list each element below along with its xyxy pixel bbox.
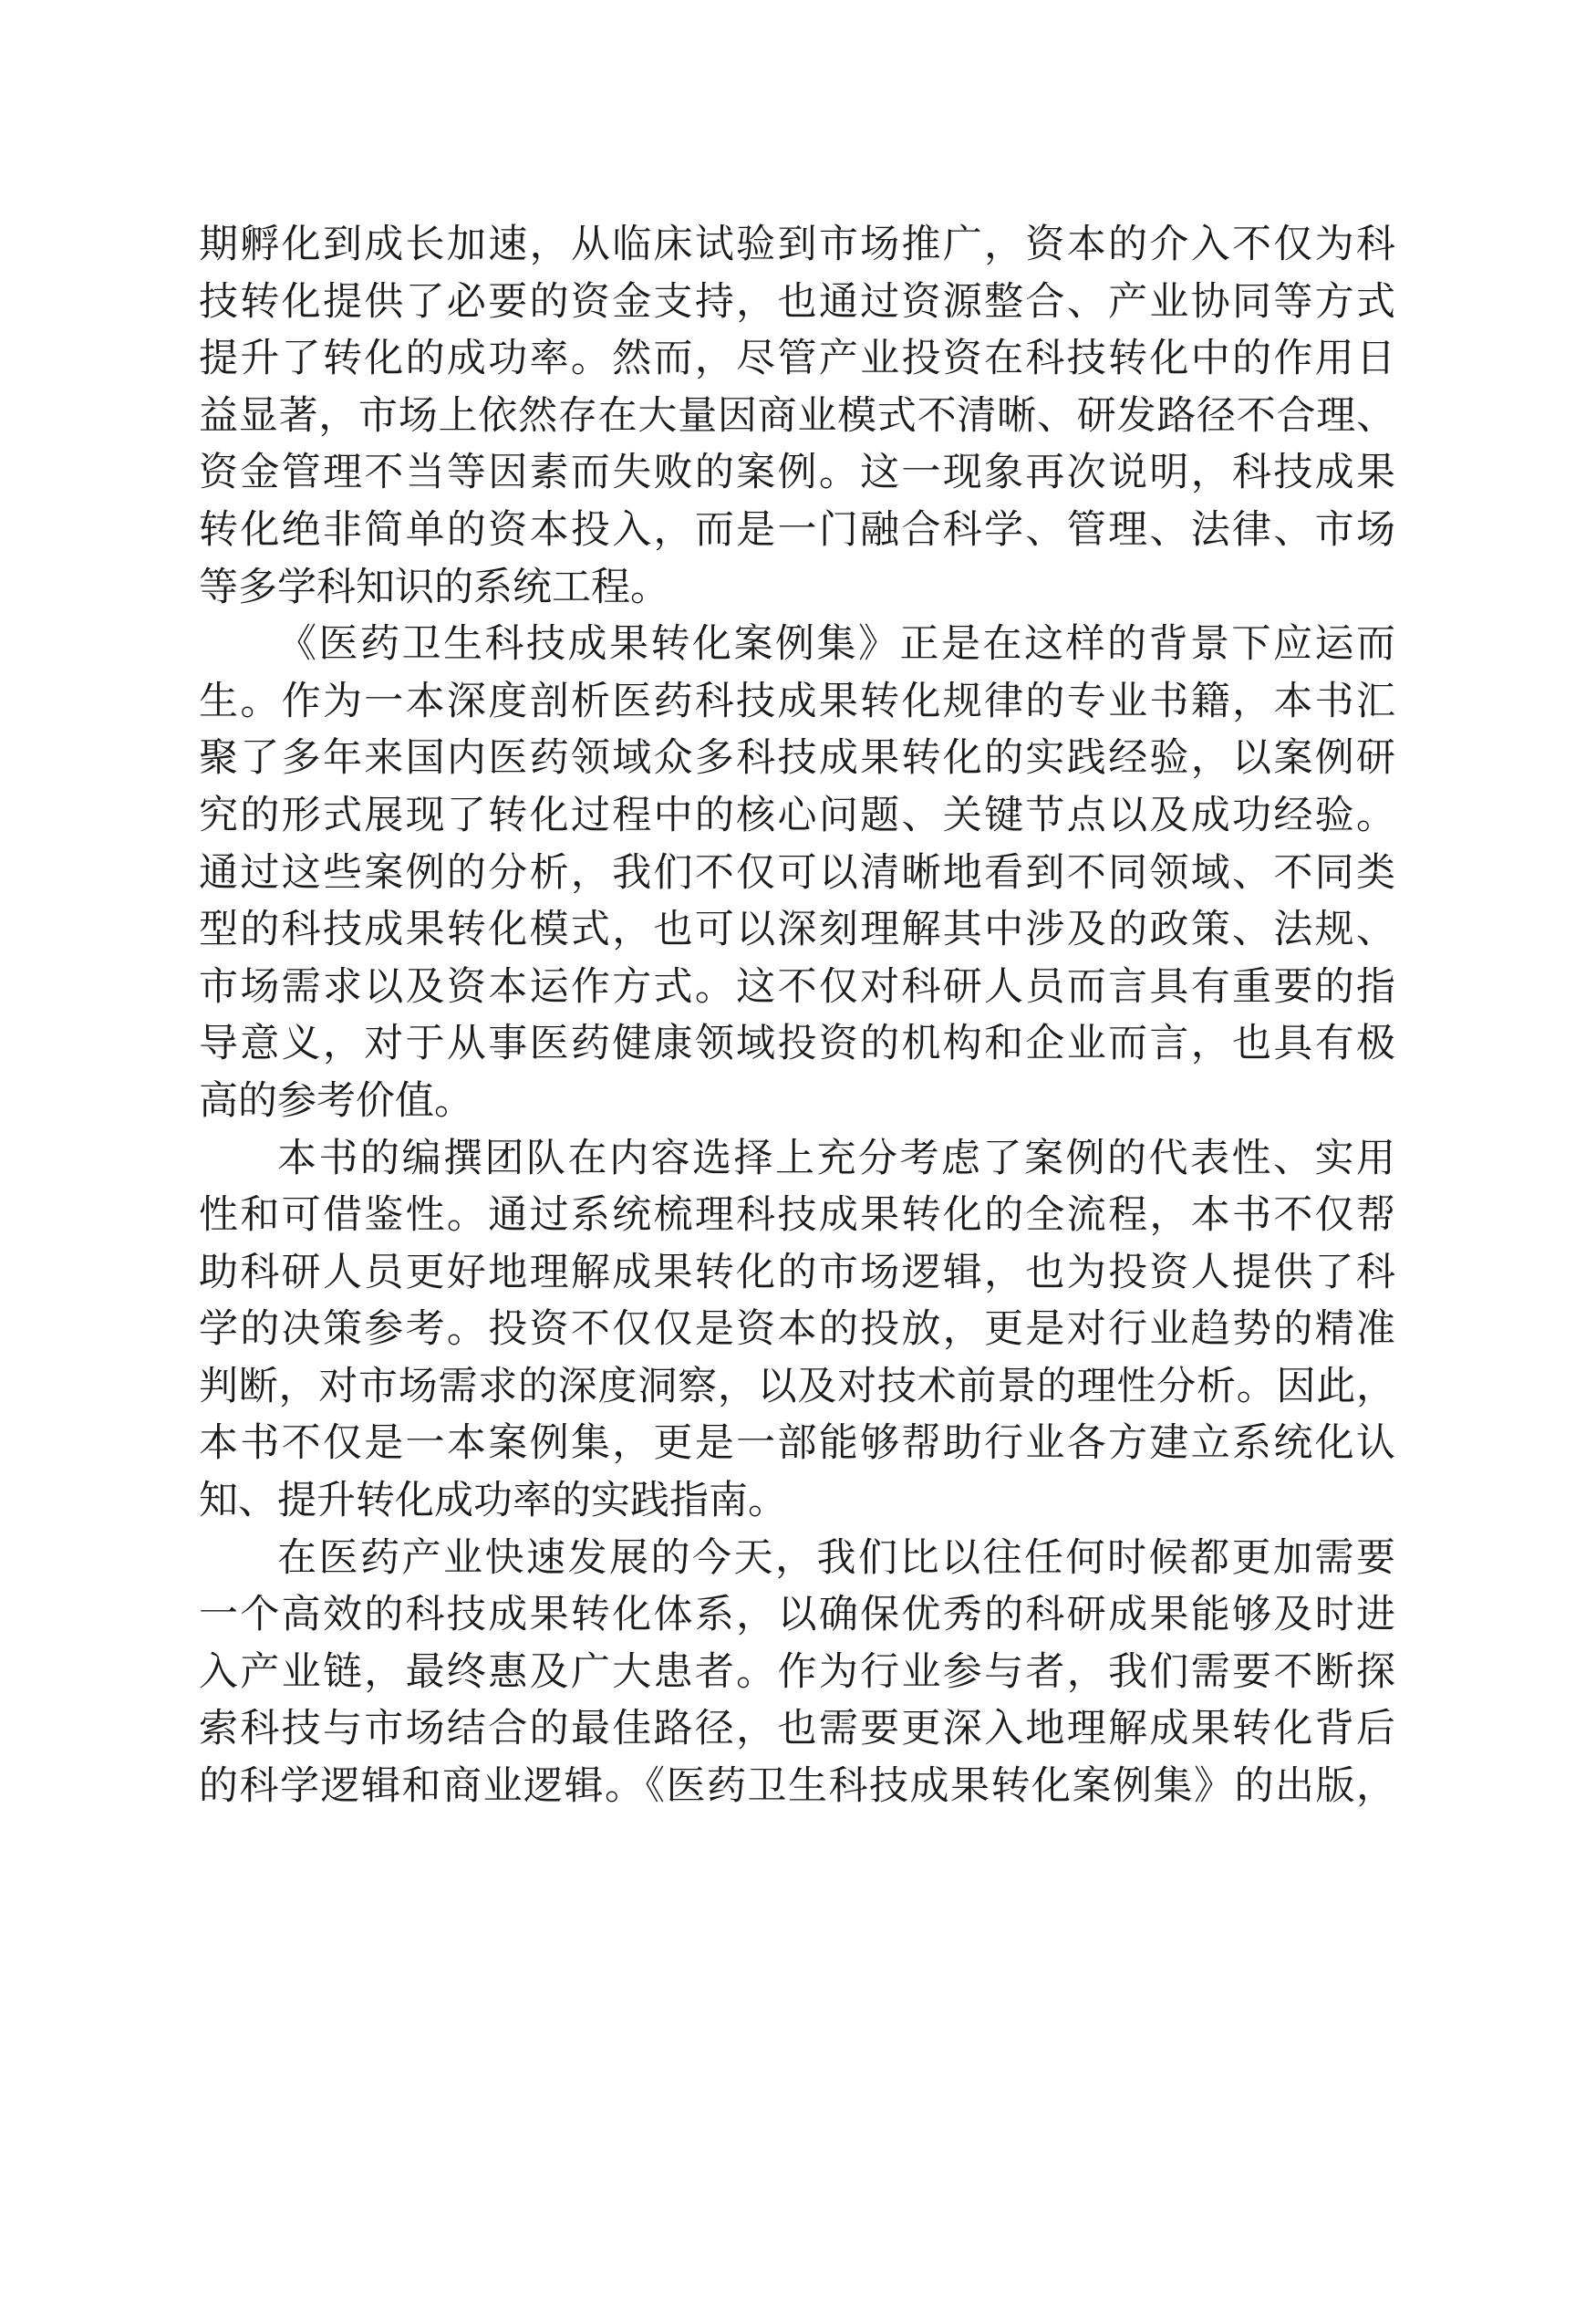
- body-text: [199, 216, 1395, 1815]
- text-line: 通过这些案例的分析，我们不仅可以清晰地看到不同领域、不同类: [199, 849, 1395, 896]
- text-line: 判断，对市场需求的深度洞察，以及对技术前景的理性分析。因此，: [199, 1363, 1395, 1409]
- text-line: 知、提升转化成功率的实践指南。: [199, 1478, 787, 1524]
- text-line: 等多学科知识的系统工程。: [199, 564, 669, 610]
- text-line: 转化绝非简单的资本投入，而是一门融合科学、管理、法律、市场: [199, 506, 1395, 553]
- text-line: 一个高效的科技成果转化体系，以确保优秀的科研成果能够及时进: [199, 1592, 1395, 1638]
- text-line: 导意义，对于从事医药健康领域投资的机构和企业而言，也具有极: [199, 1021, 1395, 1067]
- text-line: 索科技与市场结合的最佳路径，也需要更深入地理解成果转化背后: [199, 1706, 1395, 1752]
- text-line: 助科研人员更好地理解成果转化的市场逻辑，也为投资人提供了科: [199, 1249, 1395, 1295]
- text-line: 性和可借鉴性。通过系统梳理科技成果转化的全流程，本书不仅帮: [199, 1192, 1395, 1239]
- paragraph: [199, 1130, 1395, 1530]
- paragraph: [199, 1530, 1395, 1815]
- text-line: 的科学逻辑和商业逻辑。《医药卫生科技成果转化案例集》的出版，: [199, 1763, 1395, 1810]
- text-line: 入产业链，最终惠及广大患者。作为行业参与者，我们需要不断探: [199, 1648, 1395, 1695]
- text-line: 本书不仅是一本案例集，更是一部能够帮助行业各方建立系统化认: [199, 1420, 1395, 1467]
- text-line: 技转化提供了必要的资金支持，也通过资源整合、产业协同等方式: [199, 278, 1395, 325]
- text-line: 资金管理不当等因素而失败的案例。这一现象再次说明，科技成果: [199, 450, 1395, 496]
- text-line: 提升了转化的成功率。然而，尽管产业投资在科技转化中的作用日: [199, 336, 1395, 382]
- text-line: 《医药卫生科技成果转化案例集》正是在这样的背景下应运而: [277, 621, 1395, 668]
- text-line: 学的决策参考。投资不仅仅是资本的投放，更是对行业趋势的精准: [199, 1306, 1395, 1353]
- text-line: 聚了多年来国内医药领域众多科技成果转化的实践经验，以案例研: [199, 735, 1395, 782]
- paragraph: [199, 216, 1395, 616]
- text-line: 期孵化到成长加速，从临床试验到市场推广，资本的介入不仅为科: [199, 222, 1395, 267]
- text-line: 型的科技成果转化模式，也可以深刻理解其中涉及的政策、法规、: [199, 907, 1395, 953]
- text-line: 本书的编撰团队在内容选择上充分考虑了案例的代表性、实用: [277, 1135, 1395, 1181]
- text-line: 生。作为一本深度剖析医药科技成果转化规律的专业书籍，本书汇: [199, 678, 1395, 724]
- paragraph: [199, 616, 1395, 1129]
- text-line: 市场需求以及资本运作方式。这不仅对科研人员而言具有重要的指: [199, 963, 1395, 1010]
- text-line: 究的形式展现了转化过程中的核心问题、关键节点以及成功经验。: [199, 792, 1395, 838]
- text-line: 高的参考价值。: [199, 1077, 473, 1124]
- text-line: 在医药产业快速发展的今天，我们比以往任何时候都更加需要: [277, 1534, 1395, 1581]
- text-line: 益显著，市场上依然存在大量因商业模式不清晰、研发路径不合理、: [199, 392, 1395, 439]
